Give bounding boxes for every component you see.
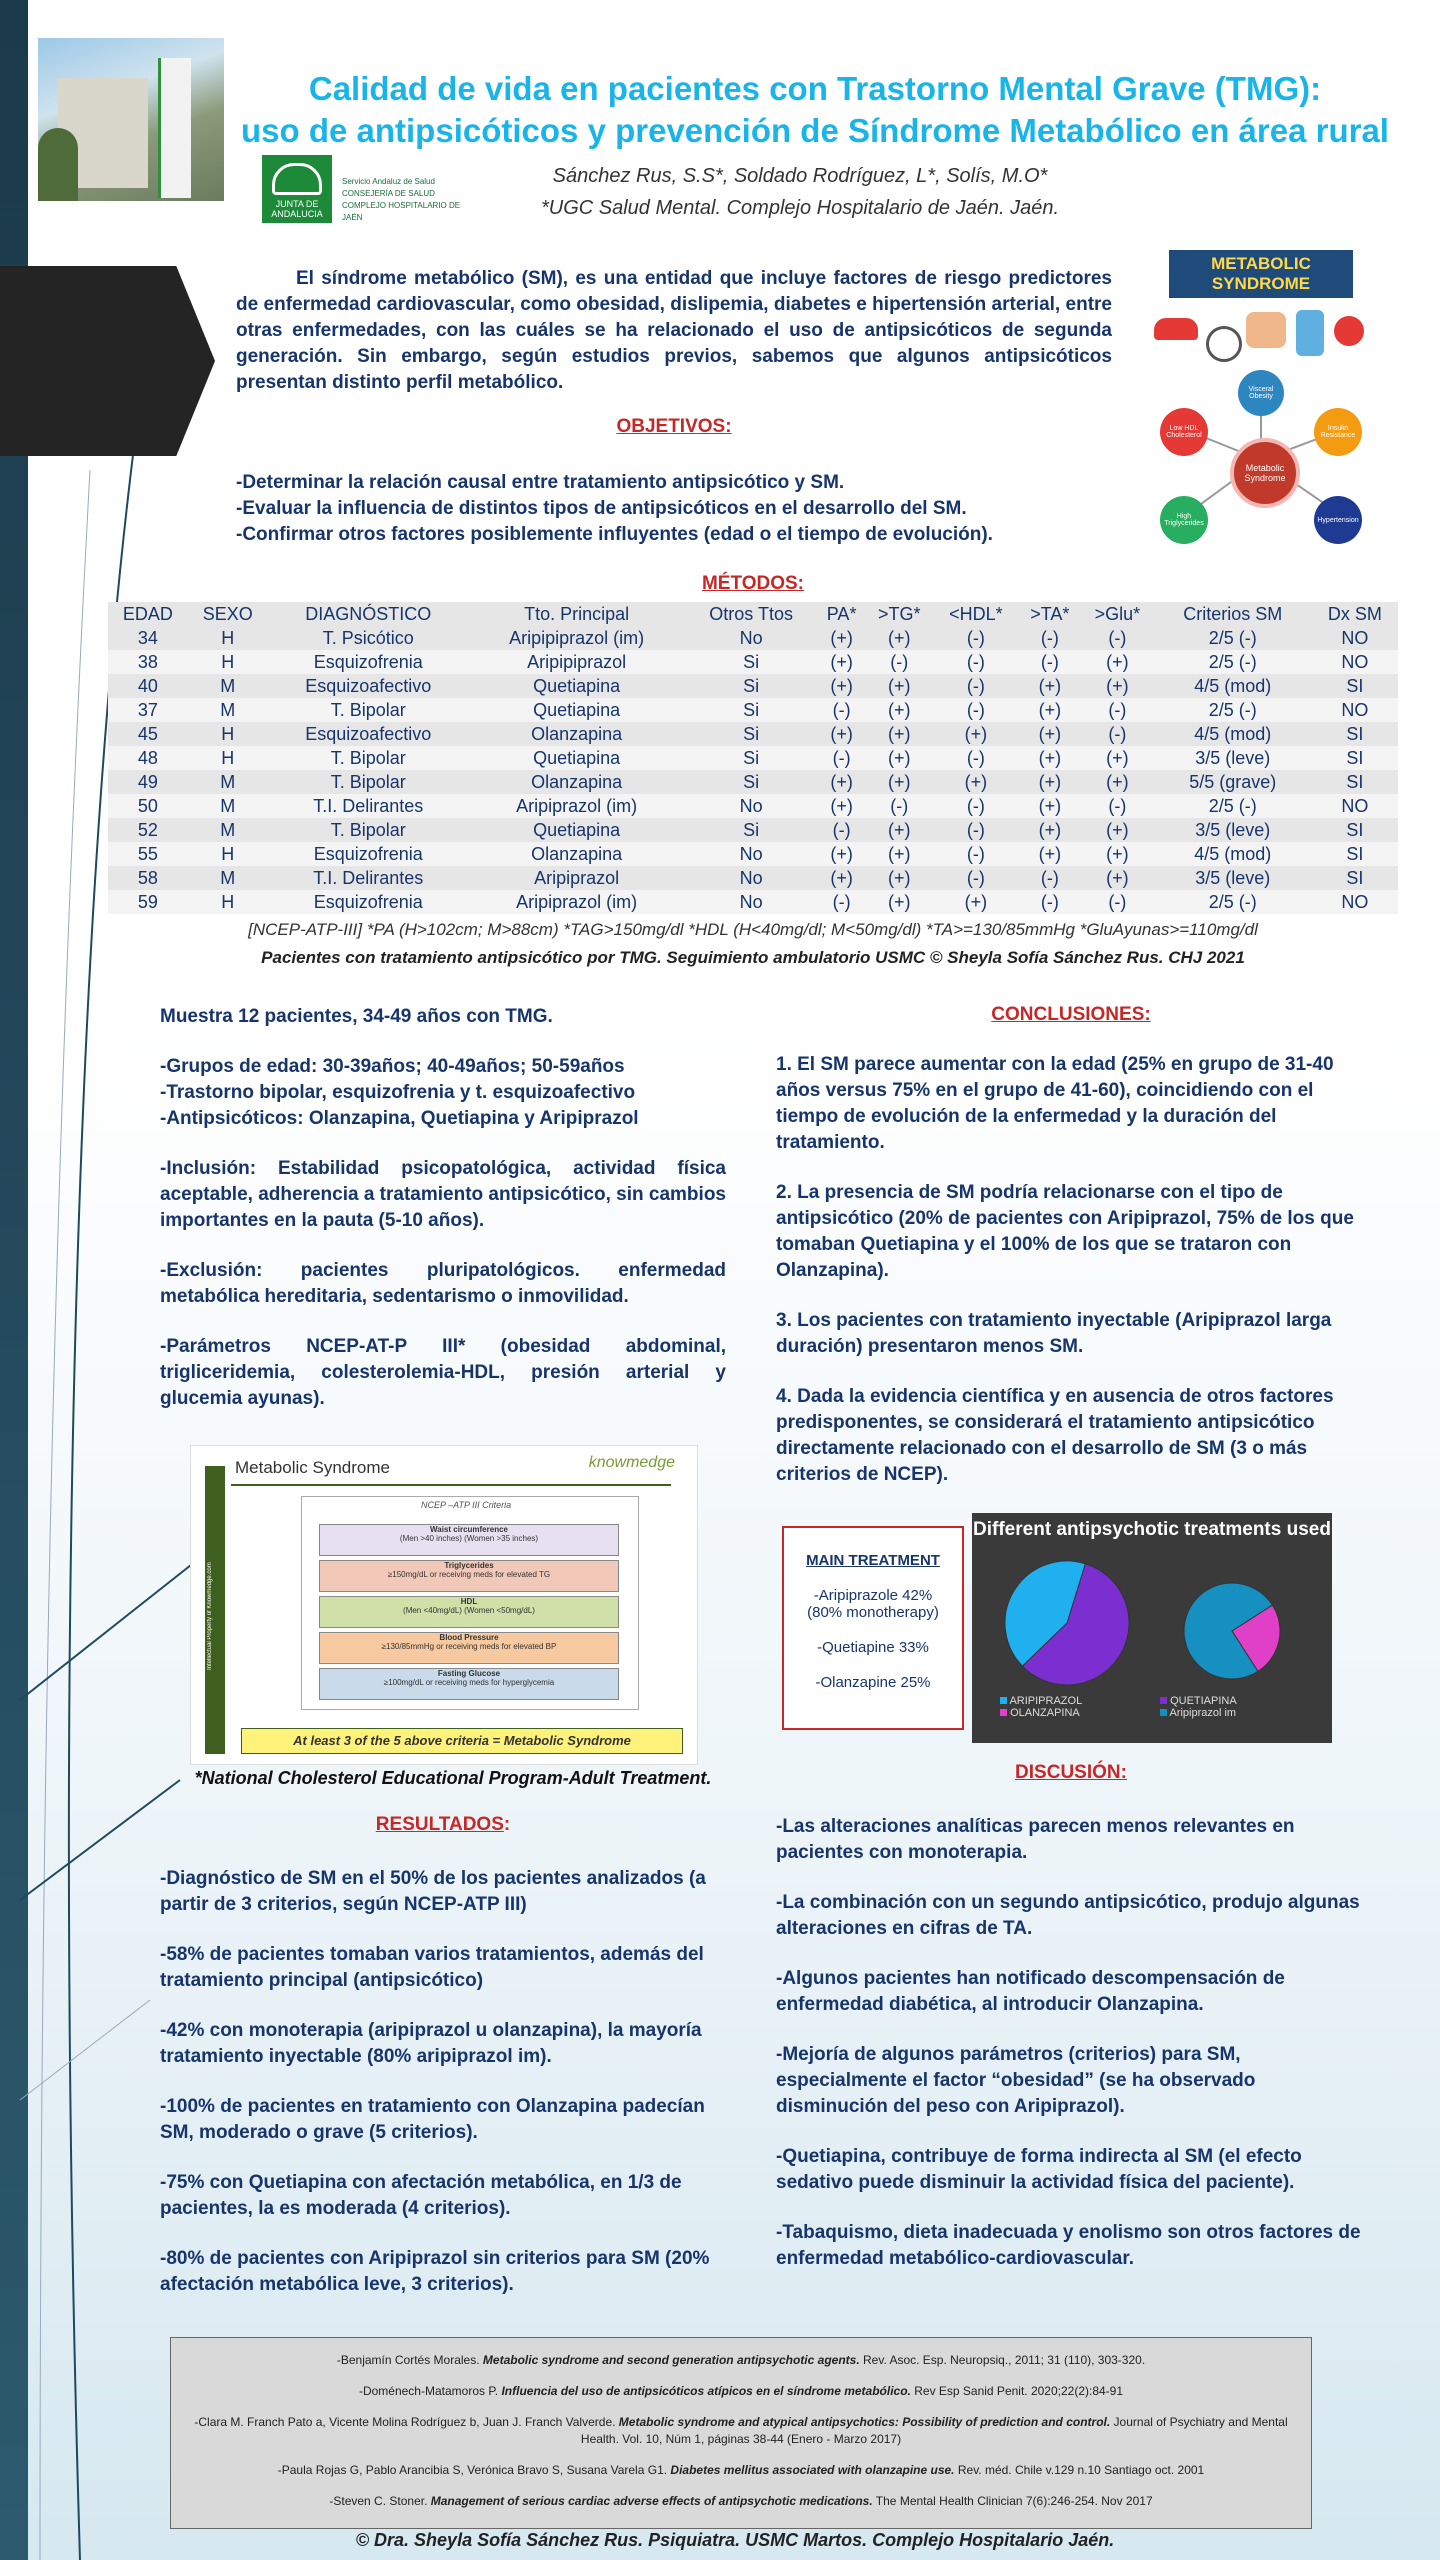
table-cell: (+) — [818, 674, 865, 698]
table-cell: NO — [1312, 698, 1398, 722]
table-cell: (+) — [865, 818, 933, 842]
table-cell: (+) — [865, 746, 933, 770]
main-treatment-item: (80% monotherapy) — [807, 1604, 939, 1621]
table-cell: Aripipiprazol (im) — [469, 626, 684, 650]
table-cell: (+) — [1019, 770, 1082, 794]
table-cell: Si — [684, 770, 818, 794]
table-cell: 38 — [108, 650, 188, 674]
resultados-heading-wrap — [160, 1812, 726, 1838]
discusion-item: -Quetiapina, contribuye de forma indirecta al SM (el efecto sedativo puede disminuir la actividad física del paciente). — [776, 2146, 1302, 2193]
table-cell: No — [684, 842, 818, 866]
reference-item: -Paula Rojas G, Pablo Arancibia S, Verónica Bravo S, Susana Varela G1. Diabetes mellitus associated with olanzapine use. Rev. méd. Chile v.129 n.10 Santiago oct. 2001 — [277, 2463, 1205, 2477]
table-header — [108, 602, 1398, 626]
discusion-item: -Algunos pacientes han notificado descompensación de enfermedad diabética, al introducir Olanzapina. — [776, 1968, 1285, 2015]
reference-item: -Benjamín Cortés Morales. Metabolic syndrome and second generation antipsychotic agents. Rev. Asoc. Esp. Neuropsiq., 2011; 31 (110), 303-320. — [336, 2353, 1146, 2367]
resultado-item: -42% con monoterapia (aripiprazol u olanzapina), la mayoría tratamiento inyectable (80% aripiprazol im). — [160, 2020, 702, 2067]
table-cell: (+) — [1081, 650, 1154, 674]
criterion-triglycerides: Triglycerides ≥150mg/dL or receiving meds for elevated TG — [319, 1560, 619, 1592]
table-cell: Aripiprazol (im) — [469, 794, 684, 818]
table-cell: 45 — [108, 722, 188, 746]
table-cell: (+) — [865, 842, 933, 866]
table-cell: (-) — [1019, 866, 1082, 890]
table-cell: Quetiapina — [469, 746, 684, 770]
criterion-fasting-glucose: Fasting Glucose ≥100mg/dL or receiving meds for hyperglycemia — [319, 1668, 619, 1700]
table-cell: H — [188, 842, 268, 866]
table-cell: Quetiapina — [469, 818, 684, 842]
table-cell: M — [188, 770, 268, 794]
objetivo-item: -Confirmar otros factores posiblemente influyentes (edad o el tiempo de evolución). — [236, 524, 993, 545]
criterion-hdl: HDL (Men <40mg/dL) (Women <50mg/dL) — [319, 1596, 619, 1628]
table-cell: H — [188, 722, 268, 746]
grupo-item: -Trastorno bipolar, esquizofrenia y t. esquizoafectivo — [160, 1082, 636, 1103]
discusion-list — [776, 1814, 1366, 2296]
chart-legend — [1000, 1695, 1320, 1719]
conclusion-item: 2. La presencia de SM podría relacionarse con el tipo de antipsicótico (20% de pacientes con Aripiprazol, 75% de los que tomaban Quetiapina y el 100% de los que se trataron con Olanzapina). — [776, 1182, 1354, 1281]
criterion-blood-pressure: Blood Pressure ≥130/85mmHg or receiving meds for elevated BP — [319, 1632, 619, 1664]
table-cell: Si — [684, 650, 818, 674]
discusion-item: -Mejoría de algunos parámetros (criterios) para SM, especialmente el factor “obesidad” (se ha observado disminución del peso con Aripiprazol). — [776, 2044, 1256, 2117]
table-cell: (+) — [865, 626, 933, 650]
table-cell: H — [188, 626, 268, 650]
column-header: Otros Ttos — [684, 602, 818, 626]
table-cell: M — [188, 818, 268, 842]
discusion-item: -Tabaquismo, dieta inadecuada y enolismo son otros factores de enfermedad metabólico-cardiovascular. — [776, 2222, 1361, 2269]
main-treatment-item: -Aripiprazole 42% — [813, 1587, 933, 1604]
table-cell: (-) — [1081, 626, 1154, 650]
conclusiones-heading: CONCLUSIONES: — [991, 1004, 1151, 1025]
resultados-heading: RESULTADOS — [375, 1814, 504, 1835]
table-cell: Aripiprazol — [469, 866, 684, 890]
main-treatment-title: MAIN TREATMENT — [806, 1552, 940, 1569]
table-cell: (+) — [1081, 818, 1154, 842]
reference-item: -Doménech-Matamoros P. Influencia del uso de antipsicóticos atípicos en el síndrome metabólico. Rev Esp Sanid Penit. 2020;22(2):84-91 — [358, 2384, 1124, 2398]
resultado-item: -58% de pacientes tomaban varios tratamientos, además del tratamiento principal (antipsicótico) — [160, 1944, 704, 1991]
table-cell: Quetiapina — [469, 698, 684, 722]
table-cell: 50 — [108, 794, 188, 818]
table-cell: Si — [684, 818, 818, 842]
table-cell: (-) — [1019, 650, 1082, 674]
knowmedge-subtitle: NCEP –ATP III Criteria — [421, 1500, 512, 1510]
table-cell: 2/5 (-) — [1154, 794, 1312, 818]
table-cell: (-) — [933, 818, 1018, 842]
table-cell: (+) — [1081, 746, 1154, 770]
poster-title: Calidad de vida en pacientes con Trastorno Mental Grave (TMG): uso de antipsicóticos y prevención de Síndrome Metabólico en área rural — [241, 70, 1389, 149]
parametros: -Parámetros NCEP-AT-P III* (obesidad abdominal, trigliceridemia, colesterolemia-HDL, presión arterial y glucemia ayunas). — [160, 1336, 726, 1409]
table-cell: Aripipiprazol — [469, 650, 684, 674]
table-row — [108, 722, 1398, 746]
table-cell: 40 — [108, 674, 188, 698]
table-cell: (-) — [865, 794, 933, 818]
table-cell: (-) — [818, 698, 865, 722]
table-cell: M — [188, 674, 268, 698]
table-row — [108, 746, 1398, 770]
table-cell: T. Bipolar — [268, 770, 469, 794]
resultados-colon: : — [503, 1814, 511, 1835]
resultado-item: -100% de pacientes en tratamiento con Olanzapina padecían SM, moderado o grave (5 criterios). — [160, 2096, 705, 2143]
criterion-waist: Waist circumference (Men >40 inches) (Women >35 inches) — [319, 1524, 619, 1556]
table-cell: (+) — [1081, 674, 1154, 698]
table-cell: (+) — [933, 770, 1018, 794]
metabolic-syndrome-graphic — [1146, 250, 1376, 580]
column-header: Tto. Principal — [469, 602, 684, 626]
resultados-list — [160, 1866, 726, 2322]
discusion-item: -Las alteraciones analíticas parecen menos relevantes en pacientes con monoterapia. — [776, 1816, 1295, 1863]
objetivo-item: -Determinar la relación causal entre tratamiento antipsicótico y SM. — [236, 472, 845, 493]
table-cell: (+) — [865, 698, 933, 722]
table-cell: (-) — [818, 890, 865, 914]
table-row — [108, 794, 1398, 818]
table-cell: (-) — [818, 746, 865, 770]
table-cell: (-) — [1019, 890, 1082, 914]
table-cell: (+) — [865, 770, 933, 794]
references-box — [170, 2337, 1312, 2529]
table-cell: T.I. Delirantes — [268, 866, 469, 890]
table-cell: SI — [1312, 818, 1398, 842]
table-cell: 2/5 (-) — [1154, 890, 1312, 914]
conclusiones-list — [776, 1052, 1366, 1512]
table-cell: 49 — [108, 770, 188, 794]
table-cell: Quetiapina — [469, 674, 684, 698]
discusion-heading-wrap — [776, 1760, 1366, 1786]
column-header: Dx SM — [1312, 602, 1398, 626]
table-cell: NO — [1312, 890, 1398, 914]
table-caption: Pacientes con tratamiento antipsicótico por TMG. Seguimiento ambulatorio USMC © Sheyla Sofía Sánchez Rus. CHJ 2021 — [261, 948, 1245, 967]
table-cell: (+) — [865, 674, 933, 698]
table-cell: (-) — [933, 650, 1018, 674]
table-cell: 48 — [108, 746, 188, 770]
table-cell: T. Bipolar — [268, 746, 469, 770]
table-cell: 4/5 (mod) — [1154, 722, 1312, 746]
table-cell: T. Bipolar — [268, 698, 469, 722]
table-row — [108, 674, 1398, 698]
table-cell: Si — [684, 698, 818, 722]
knowmedge-figure — [190, 1445, 698, 1765]
table-cell: (+) — [1019, 842, 1082, 866]
table-cell: (-) — [1081, 890, 1154, 914]
table-cell: M — [188, 794, 268, 818]
header-arrow — [0, 266, 215, 456]
table-cell: 4/5 (mod) — [1154, 674, 1312, 698]
table-cell: 37 — [108, 698, 188, 722]
conclusion-item: 4. Dada la evidencia científica y en ausencia de otros factores predisponentes, se considerará el tratamiento antipsicótico directamente relacionado con el desarrollo de SM (3 o más criterios de NCEP). — [776, 1386, 1334, 1485]
hypertension-node: Hypertension — [1314, 496, 1362, 544]
discusion-item: -La combinación con un segundo antipsicótico, produjo algunas alteraciones en cifras de TA. — [776, 1892, 1360, 1939]
objetivo-item: -Evaluar la influencia de distintos tipos de antipsicóticos en el desarrollo del SM. — [236, 498, 967, 519]
knowmedge-caption: *National Cholesterol Educational Program-Adult Treatment. — [194, 1768, 712, 1788]
table-cell: Si — [684, 674, 818, 698]
table-cell: H — [188, 890, 268, 914]
table-cell: SI — [1312, 722, 1398, 746]
table-cell: No — [684, 794, 818, 818]
metodos-heading: MÉTODOS: — [701, 573, 805, 594]
objetivos-list — [236, 470, 1112, 548]
table-cell: 58 — [108, 866, 188, 890]
column-header: DIAGNÓSTICO — [268, 602, 469, 626]
table-cell: (+) — [1081, 866, 1154, 890]
metodos-heading-wrap — [108, 573, 1398, 595]
table-cell: 5/5 (grave) — [1154, 770, 1312, 794]
table-cell: T.I. Delirantes — [268, 794, 469, 818]
exclusion: -Exclusión: pacientes pluripatológicos. enfermedad metabólica hereditaria, sedentarismo o inmovilidad. — [160, 1260, 726, 1307]
legend-item: ARIPIPRAZOL — [1000, 1695, 1160, 1707]
table-cell: (-) — [1081, 722, 1154, 746]
patients-table — [108, 602, 1398, 914]
metabolic-syndrome-center: Metabolic Syndrome — [1230, 438, 1300, 508]
column-header: >TA* — [1019, 602, 1082, 626]
low-hdl-node: Low HDL Cholesterol — [1160, 408, 1208, 456]
table-cell: NO — [1312, 794, 1398, 818]
knowmedge-title: Metabolic Syndrome — [235, 1458, 390, 1477]
table-cell: H — [188, 650, 268, 674]
conclusion-item: 3. Los pacientes con tratamiento inyectable (Aripiprazol larga duración) presentaron menos SM. — [776, 1310, 1332, 1357]
grupo-item: -Grupos de edad: 30-39años; 40-49años; 50-59años — [160, 1056, 625, 1077]
table-cell: Esquizofrenia — [268, 842, 469, 866]
table-cell: (+) — [818, 794, 865, 818]
insulin-resistance-node: Insulin Resistance — [1314, 408, 1362, 456]
table-cell: (+) — [1019, 722, 1082, 746]
table-cell: Olanzapina — [469, 842, 684, 866]
table-cell: Esquizoafectivo — [268, 674, 469, 698]
table-cell: (-) — [933, 746, 1018, 770]
ncep-note: [NCEP-ATP-III] *PA (H>102cm; M>88cm) *TAG>150mg/dl *HDL (H<40mg/dl; M<50mg/dl) *TA>=130/85mmHg *GluAyunas>=110mg/dl — [248, 920, 1258, 939]
main-treatment-item: -Olanzapine 25% — [815, 1674, 931, 1691]
table-row — [108, 698, 1398, 722]
table-cell: Aripiprazol (im) — [469, 890, 684, 914]
table-cell: No — [684, 866, 818, 890]
table-cell: (+) — [933, 890, 1018, 914]
legend-item: OLANZAPINA — [1000, 1707, 1160, 1719]
table-cell: Esquizoafectivo — [268, 722, 469, 746]
table-cell: (+) — [865, 722, 933, 746]
table-row — [108, 890, 1398, 914]
table-cell: (+) — [1019, 794, 1082, 818]
chart-title: Different antipsychotic treatments used — [973, 1519, 1331, 1540]
column-header: Criterios SM — [1154, 602, 1312, 626]
table-cell: No — [684, 890, 818, 914]
table-cell: (+) — [865, 890, 933, 914]
table-cell: SI — [1312, 866, 1398, 890]
column-header: EDAD — [108, 602, 188, 626]
table-cell: (+) — [1019, 818, 1082, 842]
column-header: >Glu* — [1081, 602, 1154, 626]
table-cell: Olanzapina — [469, 770, 684, 794]
table-cell: (+) — [1019, 698, 1082, 722]
table-cell: (+) — [1081, 842, 1154, 866]
table-cell: (-) — [933, 794, 1018, 818]
table-cell: (+) — [818, 842, 865, 866]
table-cell: (+) — [818, 770, 865, 794]
table-cell: NO — [1312, 650, 1398, 674]
table-cell: H — [188, 746, 268, 770]
muestra: Muestra 12 pacientes, 34-49 años con TMG. — [160, 1006, 553, 1027]
legend-item: QUETIAPINA — [1160, 1695, 1237, 1707]
table-cell: (-) — [933, 698, 1018, 722]
knowmedge-brand: knowmedge — [588, 1454, 675, 1471]
table-cell: (-) — [1081, 794, 1154, 818]
high-triglycerides-node: High Triglycerides — [1160, 496, 1208, 544]
table-row — [108, 842, 1398, 866]
visceral-obesity-node: Visceral Obesity — [1238, 370, 1284, 416]
authors: Sánchez Rus, S.S*, Soldado Rodríguez, L*, Solís, M.O* *UGC Salud Mental. Complejo Hospitalario de Jaén. Jaén. — [540, 165, 1060, 219]
table-row — [108, 818, 1398, 842]
table-cell: (-) — [933, 626, 1018, 650]
table-cell: 55 — [108, 842, 188, 866]
table-cell: M — [188, 698, 268, 722]
table-cell: 2/5 (-) — [1154, 626, 1312, 650]
table-cell: Si — [684, 746, 818, 770]
table-cell: No — [684, 626, 818, 650]
table-cell: (-) — [933, 866, 1018, 890]
table-cell: SI — [1312, 746, 1398, 770]
table-cell: 3/5 (leve) — [1154, 818, 1312, 842]
grupo-item: -Antipsicóticos: Olanzapina, Quetiapina y Aripiprazol — [160, 1108, 639, 1129]
table-cell: M — [188, 866, 268, 890]
table-cell: Si — [684, 722, 818, 746]
table-cell: T. Psicótico — [268, 626, 469, 650]
table-cell: (-) — [933, 674, 1018, 698]
table-cell: (-) — [933, 842, 1018, 866]
table-cell: Esquizofrenia — [268, 890, 469, 914]
table-cell: (+) — [1019, 674, 1082, 698]
table-cell: 59 — [108, 890, 188, 914]
table-cell: SI — [1312, 674, 1398, 698]
column-header: SEXO — [188, 602, 268, 626]
table-cell: 2/5 (-) — [1154, 698, 1312, 722]
knowmedge-side-text: Intellectual Property of Knowmedge.com — [207, 1562, 213, 1670]
footer-credit: © Dra. Sheyla Sofía Sánchez Rus. Psiquiatra. USMC Martos. Complejo Hospitalario Jaén. — [355, 2530, 1115, 2550]
table-cell: (+) — [1081, 770, 1154, 794]
table-cell: (+) — [818, 722, 865, 746]
antipsychotic-pie-chart — [972, 1513, 1332, 1743]
table-row — [108, 770, 1398, 794]
table-cell: 4/5 (mod) — [1154, 842, 1312, 866]
legend-item: Aripiprazol im — [1160, 1707, 1236, 1719]
logo-text: Servicio Andaluz de Salud CONSEJERÍA DE SALUD COMPLEJO HOSPITALARIO DE JAÉN — [342, 177, 461, 222]
knowmedge-footer: At least 3 of the 5 above criteria = Metabolic Syndrome — [241, 1728, 683, 1754]
table-cell: (+) — [818, 650, 865, 674]
left-column — [160, 1004, 726, 1412]
resultado-item: -Diagnóstico de SM en el 50% de los pacientes analizados (a partir de 3 criterios, según NCEP-ATP III) — [160, 1868, 706, 1915]
table-cell: 34 — [108, 626, 188, 650]
table-cell: NO — [1312, 626, 1398, 650]
main-treatment-item: -Quetiapine 33% — [817, 1639, 929, 1656]
column-header: >TG* — [865, 602, 933, 626]
table-cell: Olanzapina — [469, 722, 684, 746]
reference-item: -Clara M. Franch Pato a, Vicente Molina Rodríguez b, Juan J. Franch Valverde. Metabolic syndrome and atypical antipsychotics: Possibility of prediction and control. Journal of Psychiatry and Mental Health. Vol. 10, Núm 1, páginas 38-44 (Enero - Marzo 2017) — [194, 2415, 1288, 2446]
objetivos-heading-wrap — [236, 416, 1112, 438]
junta-andalucia-logo: JUNTA DE ANDALUCIA — [262, 155, 332, 223]
conclusion-item: 1. El SM parece aumentar con la edad (25% en grupo de 31-40 años versus 75% en el grupo de 41-60), coincidiendo con el tiempo de evolución de la enfermedad y la duración del tratamiento. — [776, 1054, 1334, 1153]
table-cell: (-) — [818, 818, 865, 842]
grupos — [160, 1054, 726, 1132]
table-cell: 3/5 (leve) — [1154, 866, 1312, 890]
table-cell: (+) — [933, 722, 1018, 746]
resultado-item: -75% con Quetiapina con afectación metabólica, en 1/3 de pacientes, la es moderada (4 criterios). — [160, 2172, 682, 2219]
table-cell: 2/5 (-) — [1154, 650, 1312, 674]
table-cell: SI — [1312, 842, 1398, 866]
main-treatment-box — [782, 1526, 964, 1730]
table-row — [108, 866, 1398, 890]
table-cell: Esquizofrenia — [268, 650, 469, 674]
table-row — [108, 650, 1398, 674]
column-header: <HDL* — [933, 602, 1018, 626]
table-cell: (+) — [818, 866, 865, 890]
table-cell: 52 — [108, 818, 188, 842]
table-cell: (-) — [1081, 698, 1154, 722]
metabolic-syndrome-label: METABOLIC SYNDROME — [1169, 250, 1353, 298]
intro-paragraph: El síndrome metabólico (SM), es una entidad que incluye factores de riesgo predictores de enfermedad cardiovascular, como obesidad, dislipemia, diabetes e hipertensión arterial, entre otras enfermedades, con las cuáles se ha relacionado el uso de antipsicóticos de segunda generación. Sin embargo, según estudios previos, sabemos que algunos antipsicóticos presentan distinto perfil metabólico. — [236, 268, 1112, 393]
conclusiones-heading-wrap — [776, 1002, 1366, 1028]
table-row — [108, 626, 1398, 650]
column-header: PA* — [818, 602, 865, 626]
inclusion: -Inclusión: Estabilidad psicopatológica, actividad física aceptable, adherencia a tratamiento antipsicótico, sin cambios importantes en la pauta (5-10 años). — [160, 1158, 726, 1231]
table-cell: (+) — [1019, 746, 1082, 770]
table-cell: 3/5 (leve) — [1154, 746, 1312, 770]
resultado-item: -80% de pacientes con Aripiprazol sin criterios para SM (20% afectación metabólica leve, 3 criterios). — [160, 2248, 710, 2295]
table-cell: SI — [1312, 770, 1398, 794]
reference-item: -Steven C. Stoner. Management of serious cardiac adverse effects of antipsychotic medications. The Mental Health Clinician 7(6):246-254. Nov 2017 — [329, 2494, 1153, 2508]
hospital-photo — [38, 38, 224, 201]
table-cell: (+) — [865, 866, 933, 890]
table-body — [108, 626, 1398, 914]
table-cell: (-) — [1019, 626, 1082, 650]
table-cell: T. Bipolar — [268, 818, 469, 842]
discusion-heading: DISCUSIÓN: — [1015, 1762, 1127, 1783]
table-cell: (+) — [818, 626, 865, 650]
objetivos-heading: OBJETIVOS: — [616, 416, 732, 437]
table-cell: (-) — [865, 650, 933, 674]
